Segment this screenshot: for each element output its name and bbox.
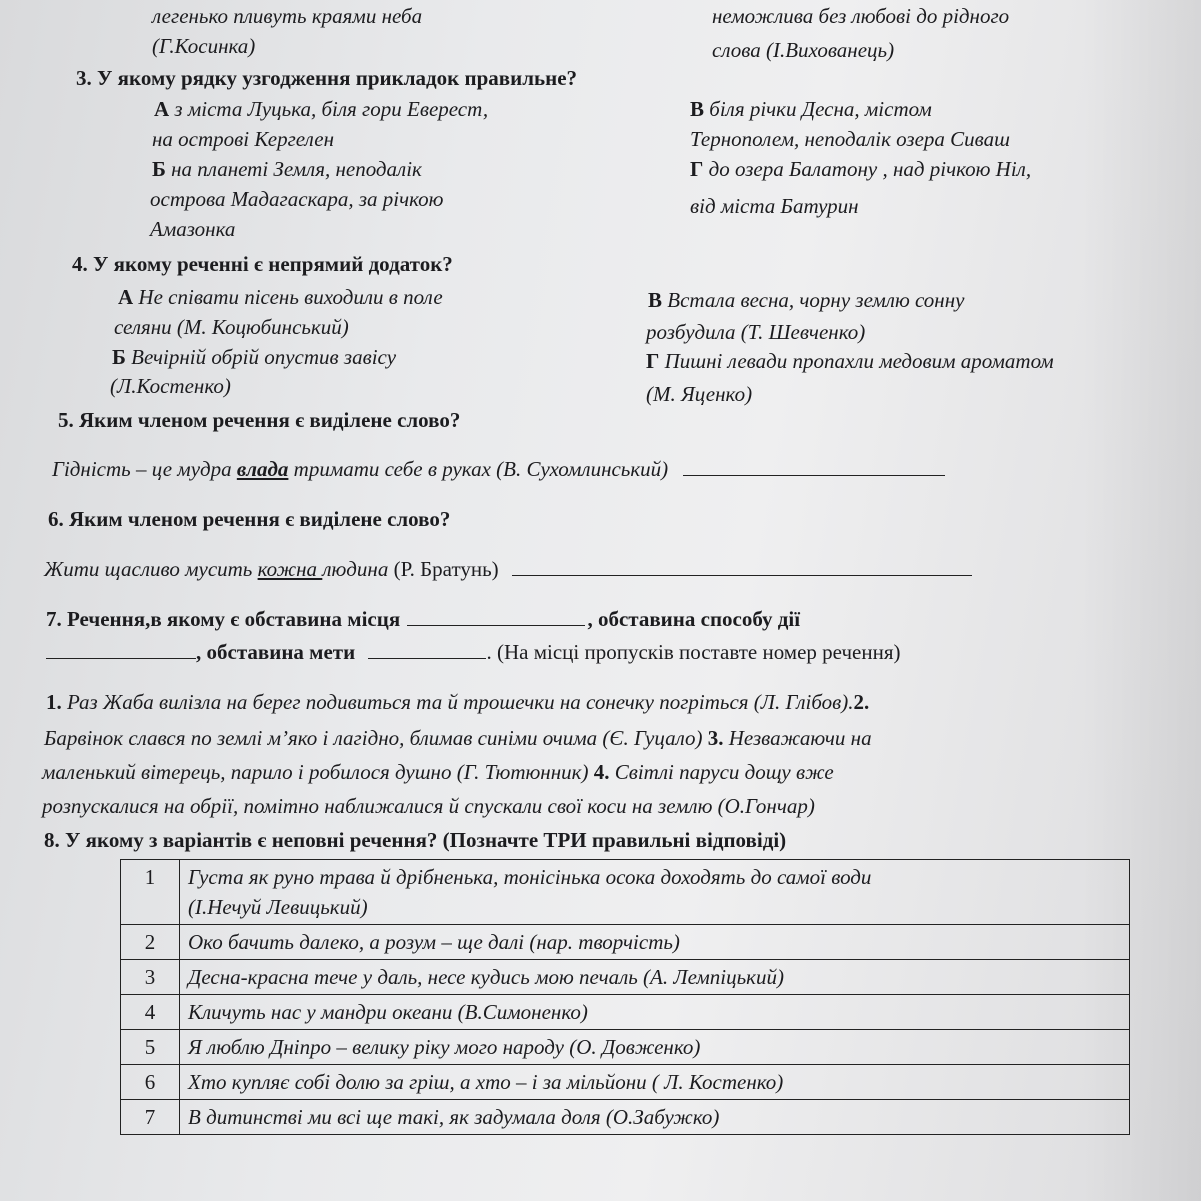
q4-b-line2: (Л.Костенко) xyxy=(110,374,231,398)
top-right-line2: слова (І.Вихованець) xyxy=(712,38,895,62)
q4-v-line2: розбудила (Т. Шевченко) xyxy=(646,320,866,344)
q6-title: 6. Яким членом речення є виділене слово? xyxy=(48,507,451,531)
row-sentence: Кличуть нас у мандри океани (В.Симоненко) xyxy=(180,995,1130,1030)
q3-g-line1: до озера Балатону , над річкою Ніл, xyxy=(708,157,1032,181)
q7-part2: , обставина способу дії xyxy=(587,607,801,631)
table-row[interactable] xyxy=(121,1030,1130,1065)
row-sentence xyxy=(180,860,1130,925)
table-row[interactable] xyxy=(121,860,1130,925)
q6-sentence xyxy=(44,557,972,582)
q7-manner-blank[interactable] xyxy=(46,658,196,659)
row-number: 7 xyxy=(121,1100,180,1135)
row-number: 1 xyxy=(121,860,180,925)
q3-b-line1: на планеті Земля, неподалік xyxy=(171,157,422,181)
row-sentence: Я люблю Дніпро – велику ріку мого народу (О. Довженко) xyxy=(180,1030,1130,1065)
q7-sentence-number-2: 2. xyxy=(853,690,870,714)
q5-sentence xyxy=(52,457,945,482)
q4-g-label: Г xyxy=(646,349,660,373)
row-sentence: В дитинстві ми всі ще такі, як задумала доля (О.Забужко) xyxy=(180,1100,1130,1135)
q7-sentence-number-3: 3. xyxy=(707,726,724,750)
q7-sentence-3-text: маленький вітерець, парило і робилося душно (Г. Тютюнник) xyxy=(42,760,594,784)
q7-text-line2 xyxy=(44,726,872,751)
q4-option-v xyxy=(648,288,964,313)
q7-line1 xyxy=(46,607,800,632)
q4-option-a xyxy=(118,285,443,310)
q4-g-line1: Пишні левади пропахли медовим ароматом xyxy=(664,349,1054,373)
table-row[interactable] xyxy=(121,925,1130,960)
q3-option-b xyxy=(152,157,422,182)
q6-answer-blank[interactable] xyxy=(512,575,972,576)
q7-sentence-2-text: Барвінок слався по землі м’яко і лагідно, блимав синіми очима (Є. Гуцало) xyxy=(44,726,708,750)
q4-a-line1: Не співати пісень виходили в поле xyxy=(138,285,443,309)
q7-text-line3 xyxy=(42,760,834,785)
q7-sentence-1-text: Раз Жаба вилізла на берег подивиться та й трошечки на сонечку погріться (Л. Глібов). xyxy=(61,690,854,714)
q4-v-line1: Встала весна, чорну землю сонну xyxy=(667,288,965,312)
q4-title: 4. У якому реченні є непрямий додаток? xyxy=(72,252,453,276)
row-sentence-line2: (І.Нечуй Левицький) xyxy=(188,895,368,919)
q5-highlighted-word: влада xyxy=(236,457,289,481)
table-row[interactable] xyxy=(121,1100,1130,1135)
table-row[interactable] xyxy=(121,995,1130,1030)
q3-option-a xyxy=(154,97,488,122)
q4-v-label: В xyxy=(648,288,663,312)
row-sentence: Десна-красна тече у даль, несе кудись мою печаль (А. Лемпіцький) xyxy=(180,960,1130,995)
q3-v-line2: Тернополем, неподалік озера Сиваш xyxy=(690,127,1010,151)
q3-v-line1: біля річки Десна, містом xyxy=(709,97,932,121)
q6-pre: Жити щасливо мусить xyxy=(44,557,258,581)
q7-part3: , обставина мети xyxy=(196,640,356,664)
q7-purpose-blank[interactable] xyxy=(368,658,486,659)
row-number: 6 xyxy=(121,1065,180,1100)
q3-g-line2: від міста Батурин xyxy=(690,194,859,218)
q7-line2 xyxy=(46,640,900,665)
q8-title: 8. У якому з варіантів є неповні речення? (Позначте ТРИ правильні відповіді) xyxy=(44,828,787,852)
table-row[interactable] xyxy=(121,1065,1130,1100)
q4-a-label: А xyxy=(118,285,134,309)
top-left-line1: легенько пливуть краями неба xyxy=(152,4,423,28)
q3-title: 3. У якому рядку узгодження прикладок правильне? xyxy=(76,66,578,90)
q4-option-b xyxy=(112,345,396,370)
row-number: 2 xyxy=(121,925,180,960)
top-right-line1: неможлива без любові до рідного xyxy=(712,4,1010,28)
q4-a-line2: селяни (М. Коцюбинський) xyxy=(114,315,349,339)
q6-post: людина xyxy=(322,557,389,581)
row-sentence: Хто купляє собі долю за гріш, а хто – і за мільйони ( Л. Костенко) xyxy=(180,1065,1130,1100)
q3-a-line1: з міста Луцька, біля гори Еверест, xyxy=(174,97,489,121)
q6-author: (Р. Братунь) xyxy=(388,557,499,581)
q6-highlighted-word: кожна xyxy=(257,557,323,581)
q3-option-g xyxy=(690,157,1031,182)
q3-b-line3: Амазонка xyxy=(150,217,236,241)
q7-part4: . (На місці пропусків поставте номер речення) xyxy=(486,640,901,664)
top-left-line2: (Г.Косинка) xyxy=(152,34,256,58)
q7-place-blank[interactable] xyxy=(407,625,585,626)
row-number: 5 xyxy=(121,1030,180,1065)
q4-option-g xyxy=(646,349,1054,374)
row-number: 4 xyxy=(121,995,180,1030)
q7-sentence-3-start: Незважаючи на xyxy=(723,726,872,750)
q7-text-line1 xyxy=(46,690,869,715)
q5-title: 5. Яким членом речення є виділене слово? xyxy=(58,408,461,432)
table-row[interactable] xyxy=(121,960,1130,995)
q4-b-label: Б xyxy=(112,345,126,369)
q3-b-label: Б xyxy=(152,157,166,181)
q3-a-line2: на острові Кергелен xyxy=(152,127,335,151)
q4-b-line1: Вечірній обрій опустив завісу xyxy=(131,345,397,369)
row-sentence-line1: Густа як руно трава й дрібненька, тонісінька осока доходять до самої води xyxy=(188,865,872,889)
q5-answer-blank[interactable] xyxy=(683,475,945,476)
row-sentence: Око бачить далеко, а розум – ще далі (нар. творчість) xyxy=(180,925,1130,960)
q7-sentence-number-4: 4. xyxy=(593,760,610,784)
q3-a-label: А xyxy=(154,97,170,121)
q3-g-label: Г xyxy=(690,157,704,181)
row-number: 3 xyxy=(121,960,180,995)
q7-sentence-number-1: 1. xyxy=(46,690,62,714)
q5-pre: Гідність – це мудра xyxy=(52,457,237,481)
q3-option-v xyxy=(690,97,932,122)
q3-b-line2: острова Мадагаскара, за річкою xyxy=(150,187,444,211)
q8-options-table xyxy=(120,859,1130,1135)
q4-g-line2: (М. Яценко) xyxy=(646,382,753,406)
q7-sentence-4-start: Світлі паруси дощу вже xyxy=(609,760,834,784)
q7-part1: 7. Речення,в якому є обставина місця xyxy=(46,607,401,631)
q5-post: тримати себе в руках (В. Сухомлинський) xyxy=(288,457,669,481)
q3-v-label: В xyxy=(690,97,705,121)
q7-text-line4: розпускалися на обрії, помітно наближалися й спускали свої коси на землю (О.Гончар) xyxy=(42,794,815,818)
